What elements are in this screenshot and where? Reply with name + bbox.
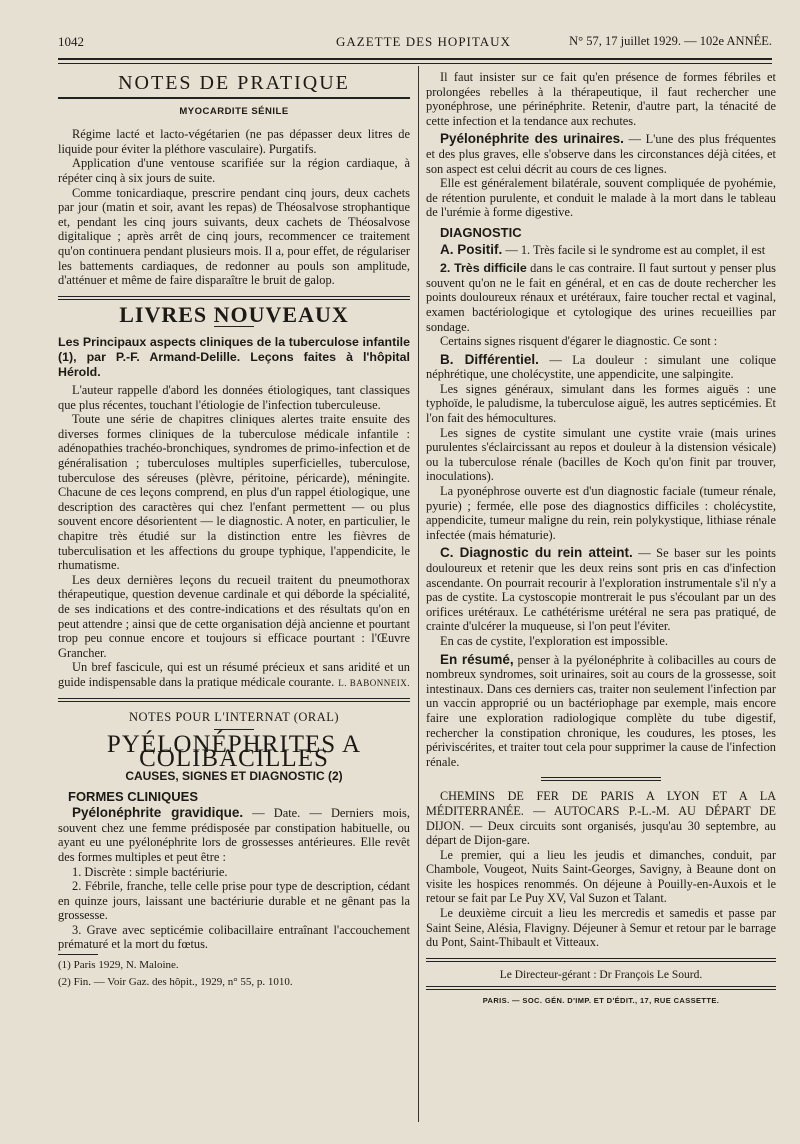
positif-paragraph <box>426 243 776 258</box>
differentiel-paragraph-4: La pyonéphrose ouverte est d'un diagnostic faciale (tumeur rénale, pyurie) ; fermée, elle pose des diagnostics difficiles : cholécystite, appendicite, tumeur maligne du rein, rein polykystique, lithiase rénale infectée (mais hématurie). <box>426 484 776 542</box>
rein-paragraph-2: En cas de cystite, l'exploration est impossible. <box>440 633 668 648</box>
notes-paragraph: Régime lacté et lacto-végétarien (ne pas dépasser deux litres de liquide pour éviter la pléthore vasculaire). Purgatifs. <box>58 127 410 156</box>
list-item: 2. Fébrile, franche, telle celle prise pour type de description, cédant en quinze jours, laissant une bactériurie durable et ne gênant pas la grossesse. <box>58 879 410 923</box>
differentiel-paragraph-3: Les signes de cystite simulant une cystite vraie (mais urines purulentes s'éclaircissant au repos et douleur à la distension vésicale) ou la tuberculose rénale (bacilles de Koch qu'on finit par trouver, inoculations). <box>426 425 776 484</box>
positif-paragraph-2 <box>426 261 776 334</box>
chemins-paragraph: Le premier, qui a lieu les jeudis et dimanches, conduit, par Chambole, Vougeot, Nuits Saint-Georges, Savigny, à Beaune dont on visite les hospices renommés. On déjeune à Pouilly-en-Auxois et le retour se fait par Le Puy XV, Val Suzon et Talant. <box>426 847 776 906</box>
page-header <box>58 30 772 56</box>
positif-text: — 1. Très facile si le syndrome est au complet, il est <box>502 242 766 257</box>
page-number: 1042 <box>58 34 84 49</box>
rein-text: — Se baser sur les points douloureux et retenir que les deux reins sont pris en cas d'infection ascendante. On pourrait recourir à l'exploration instrumentale s'il n'y a pas de cystite. La cystoscopie montrerait le pus s'écoulant par un des orifices urétéraux. Le cathétérisme urétéral ne sera pas pratiqué, de crainte d'ulcérer la muqueuse, si l'on peut l'éviter. <box>426 546 777 634</box>
differentiel-paragraph-2: Les signes généraux, simulant dans les formes aiguës : une typhoïde, le paludisme, la tuberculose aiguë, les autres septicémies. Et l'on fait des hémocultures. <box>426 381 776 426</box>
review-signature: L. BABONNEIX. <box>338 677 410 688</box>
gravidique-paragraph <box>58 806 410 864</box>
diagnostic-heading: DIAGNOSTIC <box>440 224 522 240</box>
positif-heading: A. Positif. <box>440 241 503 257</box>
column-divider <box>418 66 419 1122</box>
positif-2-text: dans le cas contraire. Il faut surtout y penser plus souvent qu'on ne le fait en général, et en cas de doute rechercher les points douloureux rénaux et urétéraux, faire toucher rectal et vaginal, examen bactériologique et cytologique des urines recueillies par sondage. <box>426 261 776 334</box>
urinaires-paragraph <box>426 132 776 176</box>
list-item: 1. Discrète : simple bactériurie. <box>72 864 228 879</box>
section-separator <box>58 698 410 702</box>
notes-title-rule <box>58 97 410 99</box>
internat-rule <box>214 729 254 730</box>
chemins-paragraph: Le deuxième circuit a lieu les mercredis et samedis et passe par Saint Seine, Alésia, Flavigny. Déjeuner à Semur et retour par le barrage du Pont, Saint-Thibault et Vitteaux. <box>426 906 776 950</box>
chemins-paragraph: CHEMINS DE FER DE PARIS A LYON ET A LA MÉDITERRANÉE. — AUTOCARS P.-L.-M. AU DÉPART DE DIJON. — Deux circuits sont organisés, jusqu'au 30 septembre, au départ de Dijon-gare. <box>426 789 776 848</box>
notes-subtitle: MYOCARDITE SÉNILE <box>179 105 289 117</box>
resume-text: penser à la pyélonéphrite à colibacilles au cours de nombreux syndromes, soit urinaires, soit au cours de la grossesse, soit intestinaux. Dans ces derniers cas, traiter non seulement l'infection par un vaccin approprié ou un bactériophage par exemple, mais encore faire une exploration radiologique complète du tube digestif, rechercher la constipation chronique, les coudures, les ptoses, les périviscérites, et traiter tout cela pour supprimer la cause de l'infection rénale. <box>426 652 776 769</box>
differentiel-paragraph <box>426 353 776 382</box>
rein-heading: C. Diagnostic du rein atteint. <box>440 545 633 561</box>
gravidique-text: — Date. — Derniers mois, souvent chez une femme prédisposée par constipation habituelle, ou ayant eu une pyélonéphrite lors de grossesses antérieures. Elle revêt des formes multiples et peut être : <box>58 806 410 864</box>
resume-paragraph <box>426 653 776 770</box>
header-rule <box>58 58 772 64</box>
review-paragraph: Un bref fascicule, qui est un résumé précieux et sans aridité et un guide indispensable dans la pratique médicale courante. <box>58 660 410 689</box>
internat-kicker: NOTES POUR L'INTERNAT (ORAL) <box>128 710 340 725</box>
livres-title: LIVRES NOUVEAUX <box>119 301 349 327</box>
urinaires-text: — L'une des plus fréquentes et des plus graves, elle s'observe dans les circonstances déjà citées, et son aspect est celui décrit au cours de ces lignes. <box>426 132 776 176</box>
list-item: 3. Grave avec septicémie colibacillaire entraînant l'accouchement prématuré et la mort du fœtus. <box>58 922 410 952</box>
notes-title: NOTES DE PRATIQUE <box>118 72 350 94</box>
right-column <box>426 70 776 1009</box>
review-paragraph: Toute une série de chapitres cliniques alertes traite ensuite des diverses formes cliniques de la tuberculose médicale infantile : adénopathies trachéo-bronchiques, syndromes de primo-infection et de généralisation ; tuberculoses multiples superficielles, tuberculose, tuberculose des séreuses (plèvre, péritoine, péricarde), méningite. Chacune de ces leçons comprend, en plus d'un rappel étiologique, une description des caractères qui chez l'enfant permettent — ou plus souvent encore désorientent — le diagnostic. A noter, en particulier, le chapitre très étudié sur la distinction entre les fièvres de tuberculisation et les affections du groupe typhique, l'appendicite, le rhumatisme. <box>58 412 410 573</box>
footnote-rule <box>58 954 98 955</box>
differentiel-text: — La douleur : simulant une colique néphrétique, une cholécystite, une appendicite, une salpingite. <box>426 352 776 382</box>
imprint-line: PARIS. — SOC. GÉN. D'IMP. ET D'ÉDIT., 17, RUE CASSETTE. <box>482 996 720 1006</box>
footer-rule <box>426 986 776 990</box>
urinaires-heading: Pyélonéphrite des urinaires. <box>440 131 624 147</box>
chemins-separator <box>541 777 661 781</box>
review-paragraph: Les deux dernières leçons du recueil traitent du pneumothorax thérapeutique, question devenue cardinale et qui déborde la spécialité, de ses indications et des contre-indications et des résultats qu'on en peut attendre ; ainsi que de cette organisation déjà ancienne et pourtant trop peu connue encore et toujours si efficace pourtant : l'Œuvre Grancher. <box>58 572 410 660</box>
resume-heading: En résumé, <box>440 651 514 667</box>
section-separator <box>58 296 410 300</box>
journal-title: GAZETTE DES HOPITAUX <box>336 34 511 49</box>
left-column <box>58 70 410 989</box>
formes-heading: FORMES CLINIQUES <box>68 788 199 804</box>
issue-date: N° 57, 17 juillet 1929. — 102e ANNÉE. <box>569 34 772 48</box>
notes-paragraph: Comme tonicardiaque, prescrire pendant cinq jours, deux cachets par jour (matin et soir, avant les repas) de Théosalvose strophantique et, pendant les cinq jours suivants, deux cachets de Théosalvose digitalique ; après arrêt de cinq jours, recommencer ce traitement qu'on continuera pendant plusieurs mois. Il a, pour effet, de régulariser les battements cardiaques, de redonner au pouls son amplitude, d'atténuer et même de faire disparaître le bruit de galop. <box>58 185 410 288</box>
insist-paragraph: Il faut insister sur ce fait qu'en présence de formes fébriles et prolongées rebelles à la thérapeutique, il faut rechercher une pyonéphrose, une périnéphrite. Retenir, d'autre part, la ténacité de cette infection et la tendance aux rechutes. <box>426 70 776 128</box>
gravidique-heading: Pyélonéphrite gravidique. <box>72 805 244 821</box>
rein-paragraph <box>426 546 776 634</box>
director-line: Le Directeur-gérant : Dr François Le Sourd. <box>499 968 703 981</box>
positif-2-heading: 2. Très difficile <box>440 261 527 276</box>
positif-paragraph-3: Certains signes risquent d'égarer le diagnostic. Ce sont : <box>440 334 718 349</box>
book-title: Les Principaux aspects cliniques de la tuberculose infantile (1), par P.-F. Armand-Delille. Leçons faites à l'hôpital Hérold. <box>58 335 410 379</box>
review-paragraph: L'auteur rappelle d'abord les données étiologiques, tant classiques que plus récentes, touchant l'étiologie de l'infection tuberculeuse. <box>58 383 410 412</box>
differentiel-heading: B. Différentiel. <box>440 351 539 367</box>
internat-title: PYÉLONÉPHRITES A COLIBACILLES <box>106 730 362 773</box>
urinaires-paragraph-2: Elle est généralement bilatérale, souvent compliquée de pyohémie, de rétention purulente, et conduit le malade à la mort dans le tableau de l'urémie à forme digestive. <box>426 176 776 220</box>
notes-paragraph: Application d'une ventouse scarifiée sur la région cardiaque, à répéter cinq à six jours de suite. <box>58 156 410 185</box>
footer-rule <box>426 958 776 962</box>
footnote: (1) Paris 1929, N. Maloine. <box>58 959 179 972</box>
footnote: (2) Fin. — Voir Gaz. des hôpit., 1929, n° 55, p. 1010. <box>58 976 293 989</box>
internat-subtitle: CAUSES, SIGNES ET DIAGNOSTIC (2) <box>125 768 343 783</box>
